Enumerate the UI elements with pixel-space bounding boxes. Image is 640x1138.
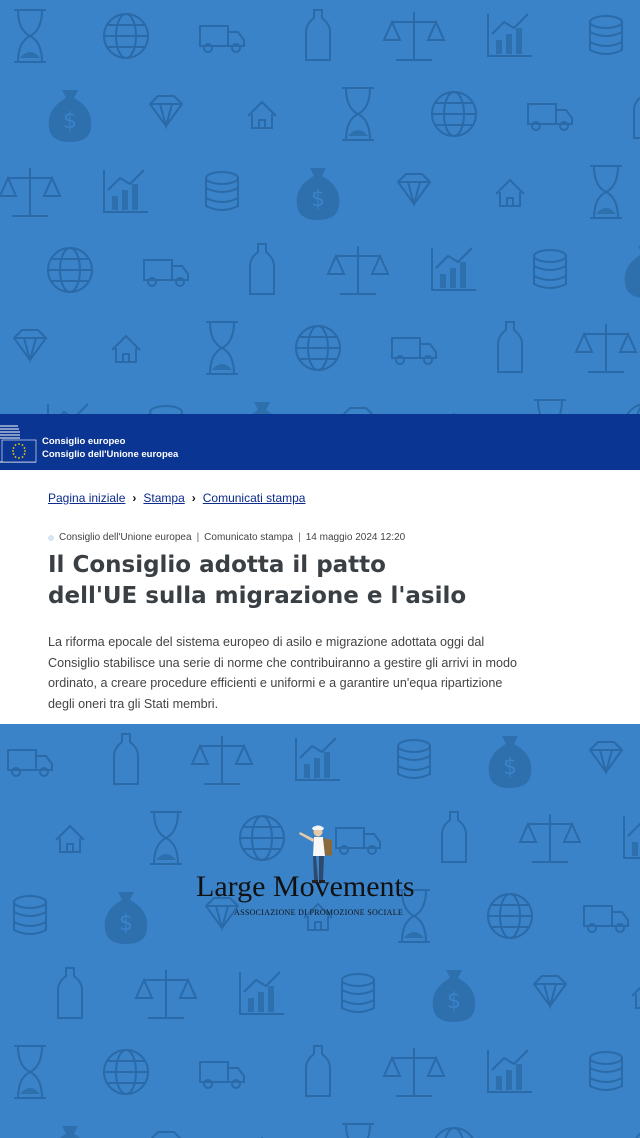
truck-icon: [200, 26, 244, 52]
house-icon: [496, 180, 524, 206]
globe-icon: [432, 92, 476, 136]
scale-icon: [136, 970, 196, 1018]
coins-icon: [590, 1052, 622, 1090]
chart-icon: [296, 738, 340, 780]
scale-icon: [576, 324, 636, 372]
scale-icon: [520, 814, 580, 862]
diamond-icon: [14, 330, 46, 360]
meta-type: Comunicato stampa: [204, 532, 294, 543]
hourglass-icon: [14, 10, 46, 62]
globe-icon: [240, 816, 284, 860]
bottle-icon: [634, 1124, 640, 1138]
svg-text:$: $: [503, 755, 517, 780]
bottle-icon: [634, 88, 640, 138]
house-icon: [112, 336, 140, 362]
svg-text:$: $: [63, 109, 77, 134]
money-bag-icon: [433, 970, 476, 1022]
coins-icon: [590, 16, 622, 54]
page-title: [48, 550, 568, 612]
svg-text:$: $: [447, 989, 461, 1014]
breadcrumb-home-link[interactable]: Pagina iniziale: [48, 491, 126, 505]
truck-icon: [584, 906, 628, 932]
article-meta: [48, 532, 405, 543]
globe-icon: [104, 14, 148, 58]
svg-text:$: $: [311, 187, 325, 212]
hourglass-icon: [14, 1046, 46, 1098]
scale-icon: [384, 12, 444, 60]
title-line-1: Il Consiglio adotta il patto: [48, 552, 386, 578]
chevron-right-icon: ›: [132, 491, 137, 505]
coins-icon: [342, 974, 374, 1012]
coins-icon: [14, 896, 46, 934]
coins-icon: [398, 740, 430, 778]
money-bag-icon: [625, 246, 640, 298]
hourglass-icon: [206, 322, 238, 374]
bottle-icon: [58, 968, 82, 1018]
chevron-right-icon: ›: [191, 491, 196, 505]
truck-icon: [392, 338, 436, 364]
house-icon: [248, 102, 276, 128]
house-icon: [632, 982, 640, 1008]
article-summary: La riforma epocale del sistema europeo di asilo e migrazione adottata oggi dal Consiglio stabilisce una serie di norme che contribuiranno a gestire gli arrivi in modo ordinato, a creare procedure efficienti e uniformi e a garantire un'equa ripartizione degli oneri tra gli Stati membri.: [48, 635, 518, 711]
diamond-icon: [590, 742, 622, 772]
large-movements-logo-subtitle: ASSOCIAZIONE DI PROMOZIONE SOCIALE: [234, 908, 404, 917]
truck-icon: [144, 260, 188, 286]
chart-icon: [488, 1050, 532, 1092]
eu-org-names: [42, 435, 178, 461]
scale-icon: [192, 736, 252, 784]
bottle-icon: [114, 734, 138, 784]
chart-icon: [240, 972, 284, 1014]
press-release-card: [0, 470, 640, 724]
scale-icon: [328, 246, 388, 294]
globe-icon: [432, 1128, 476, 1138]
money-bag-icon: [105, 892, 148, 944]
bottle-icon: [306, 1046, 330, 1096]
globe-icon: [296, 326, 340, 370]
org-line-council-eu: Consiglio dell'Unione europea: [42, 449, 179, 460]
diamond-icon: [398, 174, 430, 204]
globe-icon: [48, 248, 92, 292]
hourglass-icon: [150, 812, 182, 864]
chart-icon: [104, 170, 148, 212]
svg-text:$: $: [119, 911, 133, 936]
hourglass-icon: [342, 88, 374, 140]
meta-source: Consiglio dell'Unione europea: [59, 532, 192, 543]
breadcrumb: [48, 491, 305, 505]
truck-icon: [200, 1062, 244, 1088]
scale-icon: [0, 168, 60, 216]
globe-icon: [488, 894, 532, 938]
money-bag-icon: [49, 1126, 92, 1138]
globe-icon: [104, 1050, 148, 1094]
scale-icon: [384, 1048, 444, 1096]
chart-icon: [488, 14, 532, 56]
truck-icon: [336, 828, 380, 854]
money-bag-icon: [297, 168, 340, 220]
bottle-icon: [250, 244, 274, 294]
chart-icon: [432, 248, 476, 290]
meta-divider: |: [298, 532, 301, 543]
chart-icon: [624, 816, 640, 858]
bottle-icon: [498, 322, 522, 372]
diamond-icon: [150, 1132, 182, 1138]
house-icon: [56, 826, 84, 852]
org-line-european-council: Consiglio europeo: [42, 436, 126, 447]
truck-icon: [528, 104, 572, 130]
coins-icon: [534, 250, 566, 288]
breadcrumb-press-releases-link[interactable]: Comunicati stampa: [202, 491, 306, 505]
large-movements-logo-title: Large Movements: [196, 870, 415, 903]
source-dot-icon: [48, 535, 54, 541]
hourglass-icon: [342, 1124, 374, 1138]
money-bag-icon: [489, 736, 532, 788]
diamond-icon: [534, 976, 566, 1006]
meta-datetime: 14 maggio 2024 12:20: [305, 532, 406, 543]
title-line-2: dell'UE sulla migrazione e l'asilo: [48, 583, 467, 609]
eu-council-logo-icon[interactable]: [0, 418, 40, 466]
meta-divider: |: [196, 532, 200, 543]
coins-icon: [206, 172, 238, 210]
truck-icon: [8, 750, 52, 776]
eu-header-bar: [0, 414, 640, 470]
money-bag-icon: [49, 90, 92, 142]
diamond-icon: [150, 96, 182, 126]
hourglass-icon: [590, 166, 622, 218]
breadcrumb-press-link[interactable]: Stampa: [143, 491, 185, 505]
bottle-icon: [306, 10, 330, 60]
bottle-icon: [442, 812, 466, 862]
